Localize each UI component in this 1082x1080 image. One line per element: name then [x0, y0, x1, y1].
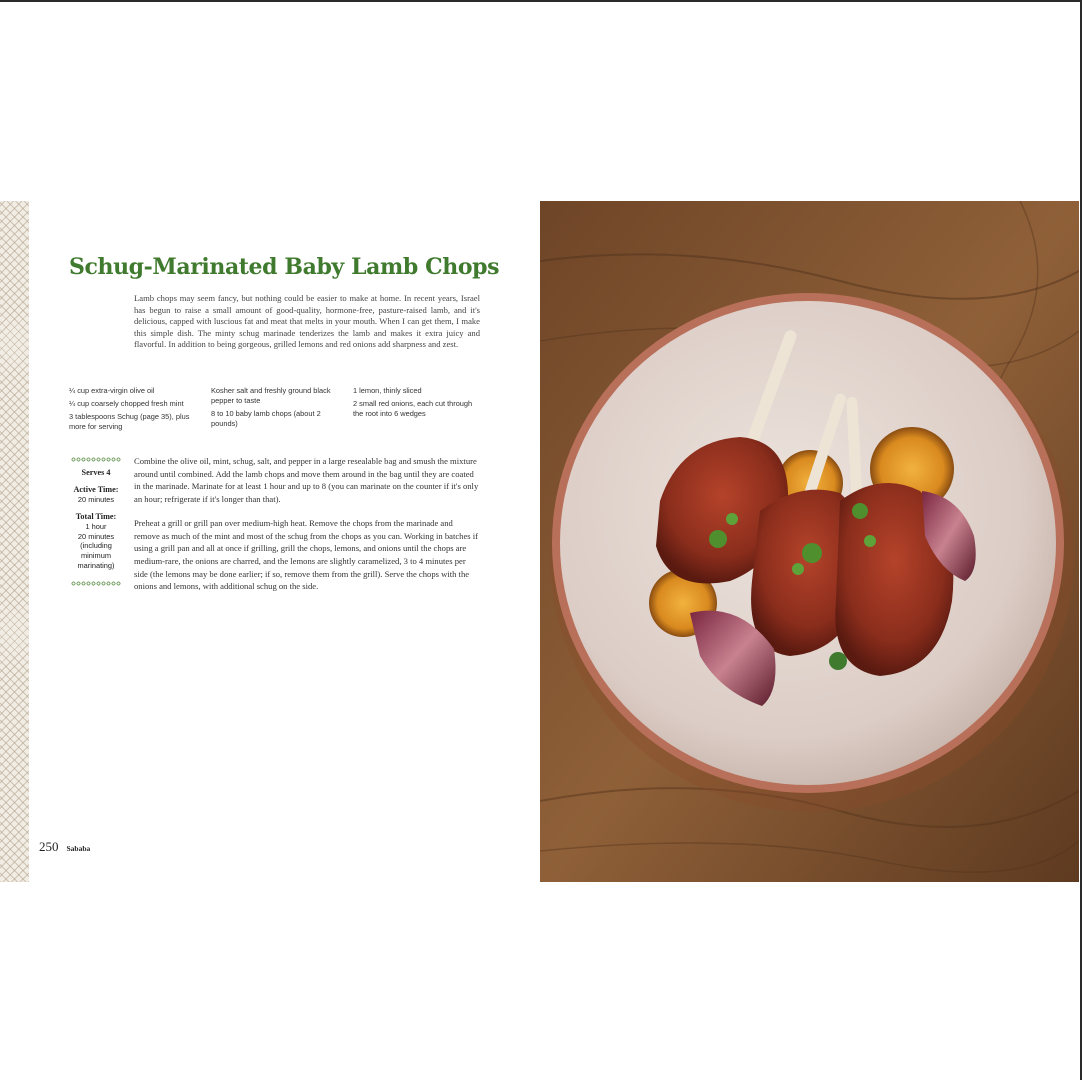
ingredient-item: 8 to 10 baby lamb chops (about 2 pounds): [211, 409, 321, 429]
ingredient-column-1: [69, 386, 199, 435]
page-number: 250: [39, 839, 59, 854]
recipe-meta-sidebar: [64, 468, 128, 571]
book-title: Sababa: [66, 844, 91, 853]
ingredient-item: ¼ cup extra-virgin olive oil: [69, 386, 155, 395]
total-time-line: minimum: [81, 551, 111, 561]
ingredient-column-3: [353, 386, 483, 422]
recipe-instructions: [134, 455, 480, 604]
instruction-step: Combine the olive oil, mint, schug, salt, and pepper in a large resealable bag and smush the mixture around until combined. Add the lamb chops and move them around in the bag until they are coated in the marinade. Marinate for at least 1 hour and up to 8 (you can marinate on the counter if it's only an hour; refrigerate if it's longer than that).: [134, 456, 479, 505]
dot-divider-top: [71, 457, 121, 462]
ingredient-item: 2 small red onions, each cut through the root into 6 wedges: [353, 398, 473, 418]
dish-photo: [540, 201, 1079, 882]
active-time-value: 20 minutes: [77, 495, 115, 504]
total-time-line: 20 minutes: [77, 531, 115, 541]
ingredient-column-2: [211, 386, 341, 432]
page-folio: [39, 838, 90, 856]
instruction-step: Preheat a grill or grill pan over medium-high heat. Remove the chops from the marinade and remove as much of the mint and most of the schug from the chops as you can. Working in batches if using a grill pan and all at once if grilling, grill the chops, lemons, and onions until the chops are medium-rare, the onions are charred, and the lemons are slightly caramelized, 3 to 4 minutes per side (the lemons may be done earlier; if so, remove them from the grill). Serve the chops with the onions and lemons, with additional schug on the side.: [134, 517, 479, 592]
total-time-line: (including: [80, 541, 112, 551]
decorative-lattice-strip: [0, 201, 29, 882]
recipe-intro: Lamb chops may seem fancy, but nothing could be easier to make at home. In recent years, Israel has begun to raise a small amount of good-quality, hormone-free, pasture-raised lamb, and it's delicious, capped with luscious fat and meat that melts in your mouth. When I can get them, I make this simple dish. The minty schug marinade tenderizes the lamb and makes it extra juicy and flavorful. In addition to being gorgeous, grilled lemons and red onions add sharpness and zest.: [134, 293, 480, 350]
serves-label: Serves 4: [81, 468, 111, 477]
total-time-line: 1 hour: [85, 521, 107, 531]
ingredient-item: ¼ cup coarsely chopped fresh mint: [69, 398, 184, 408]
recipe-title: Schug-Marinated Baby Lamb Chops: [69, 254, 500, 280]
page-border-top: [0, 0, 1082, 2]
ingredient-item: Kosher salt and freshly ground black pepper to taste: [211, 386, 331, 406]
dot-divider-bottom: [71, 581, 121, 586]
total-time-label: Total Time:: [75, 511, 117, 521]
total-time-line: marinating): [77, 560, 115, 570]
ingredient-item: 3 tablespoons Schug (page 35), plus more for serving: [69, 411, 190, 431]
ingredient-item: 1 lemon, thinly sliced: [353, 386, 422, 395]
active-time-label: Active Time:: [73, 485, 119, 494]
